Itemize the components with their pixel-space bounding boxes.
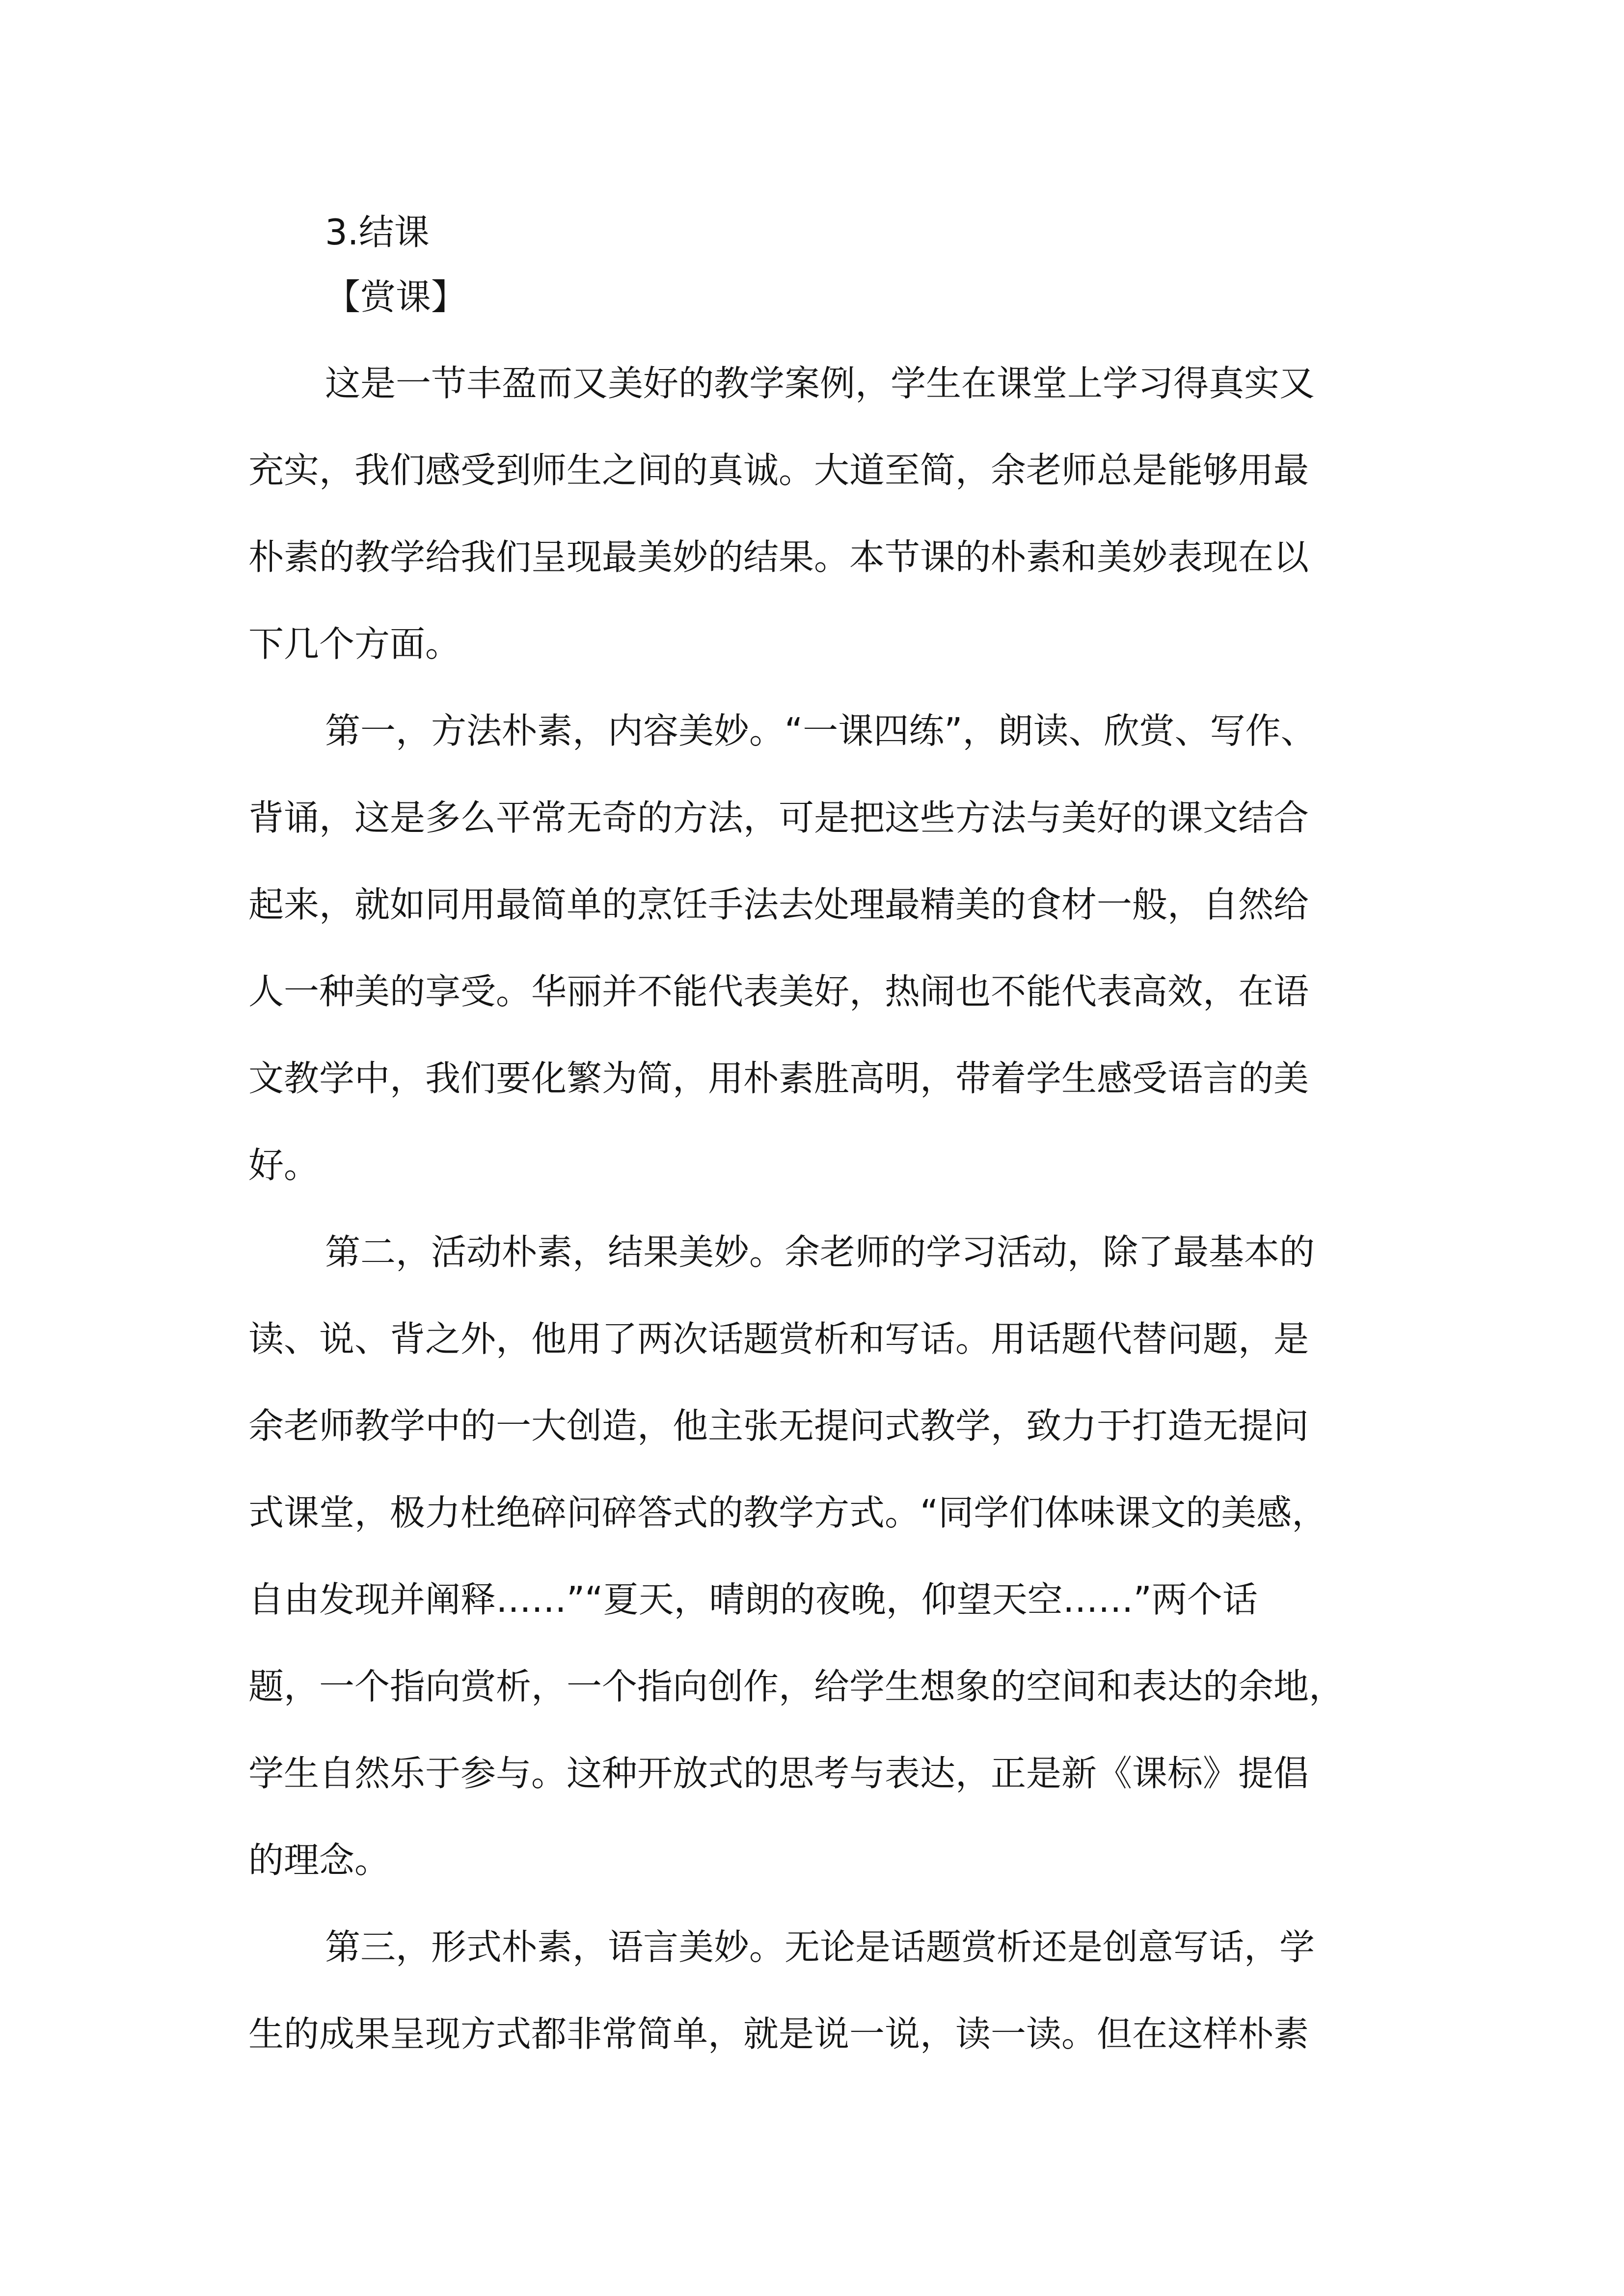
paragraph-line: 朴素的教学给我们呈现最美妙的结果。本节课的朴素和美妙表现在以 [248, 536, 1309, 578]
paragraph-line: 读、说、背之外，他用了两次话题赏析和写话。用话题代替问题，是 [248, 1318, 1309, 1360]
paragraph-line: 这是一节丰盈而又美好的教学案例，学生在课堂上学习得真实又 [325, 363, 1315, 404]
paragraph-line: 题，一个指向赏析，一个指向创作，给学生想象的空间和表达的余地， [248, 1666, 1345, 1707]
paragraph-line: 起来，就如同用最简单的烹饪手法去处理最精美的食材一般，自然给 [248, 884, 1309, 925]
paragraph-line: 下几个方面。 [248, 623, 461, 665]
paragraph-line: 充实，我们感受到师生之间的真诚。大道至简，余老师总是能够用最 [248, 450, 1309, 491]
paragraph-line: 的理念。 [248, 1840, 390, 1881]
paragraph-line: 第二，活动朴素，结果美妙。余老师的学习活动，除了最基本的 [325, 1231, 1315, 1273]
section-heading-text: 3.结课 [325, 212, 430, 253]
paragraphs-container [248, 361, 1382, 2099]
paragraph-line: 背诵，这是多么平常无奇的方法，可是把这些方法与美好的课文结合 [248, 797, 1309, 838]
paragraph-line: 式课堂，极力杜绝碎问碎答式的教学方式。“同学们体味课文的美感， [248, 1492, 1327, 1533]
paragraph-line: 好。 [248, 1145, 320, 1186]
paragraph-line: 第三，形式朴素，语言美妙。无论是话题赏析还是创意写话，学 [325, 1926, 1315, 1968]
paragraph-line: 生的成果呈现方式都非常简单，就是说一说，读一读。但在这样朴素 [248, 2013, 1309, 2055]
document-body [248, 210, 1382, 2099]
subsection-title [248, 275, 1382, 361]
subsection-title-text: 【赏课】 [325, 276, 467, 318]
paragraph-line: 学生自然乐于参与。这种开放式的思考与表达，正是新《课标》提倡 [248, 1753, 1309, 1794]
paragraph-line: 自由发现并阐释……”“夏天，晴朗的夜晚，仰望天空……”两个话 [248, 1579, 1258, 1620]
paragraph-line: 第一，方法朴素，内容美妙。“一课四练”，朗读、欣赏、写作、 [325, 710, 1316, 751]
paragraph-line: 文教学中，我们要化繁为简，用朴素胜高明，带着学生感受语言的美 [248, 1058, 1309, 1099]
section-heading [248, 210, 1382, 275]
paragraph-line: 余老师教学中的一大创造，他主张无提问式教学，致力于打造无提问 [248, 1405, 1309, 1446]
paragraph-line: 人一种美的享受。华丽并不能代表美好，热闹也不能代表高效，在语 [248, 971, 1309, 1012]
